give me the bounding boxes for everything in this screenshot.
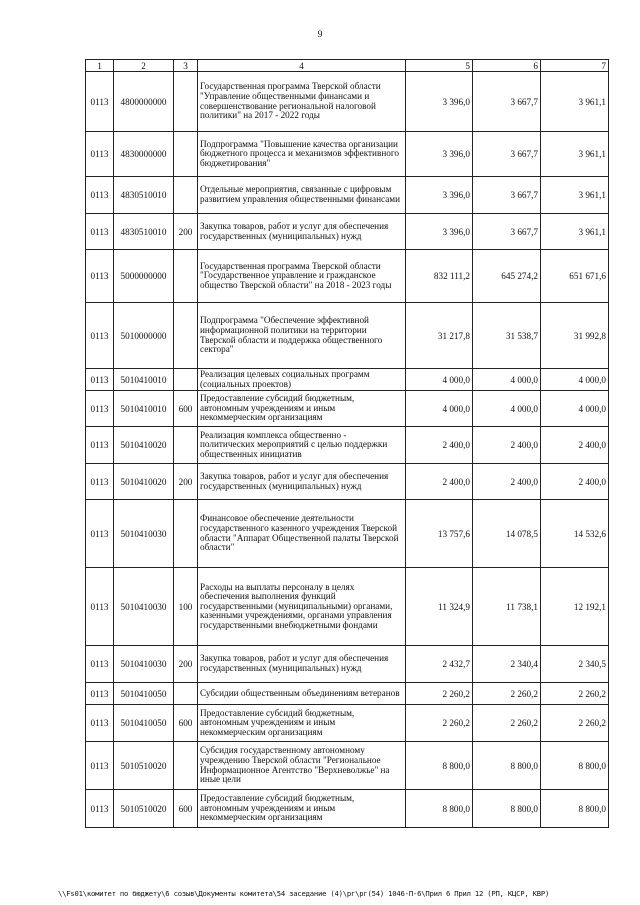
cell-c1: 0113: [86, 790, 114, 828]
cell-c1: 0113: [86, 646, 114, 683]
cell-c6: 4 000,0: [473, 391, 541, 427]
cell-c1: 0113: [86, 427, 114, 464]
cell-c1: 0113: [86, 369, 114, 391]
cell-c5: 3 396,0: [406, 214, 473, 250]
cell-c5: 2 400,0: [406, 464, 473, 500]
cell-c3: 100: [174, 568, 198, 646]
cell-c2: 5010410050: [114, 705, 174, 742]
cell-c2: 5010410010: [114, 391, 174, 427]
cell-c2: 4800000000: [114, 72, 174, 132]
cell-c4: Государственная программа Тверской области "Управление общественными финансами и совершенствование региональной налоговой политики" на 2017 - 2022 годы: [198, 72, 406, 132]
cell-c2: 5010410020: [114, 464, 174, 500]
cell-c4: Подпрограмма "Обеспечение эффективной информационной политики на территории Тверской области и поддержка общественного сектора": [198, 303, 406, 369]
table-header-row: [86, 60, 609, 72]
cell-c4: Финансовое обеспечение деятельности государственного казенного учреждения Тверской области "Аппарат Общественной палаты Тверской области": [198, 500, 406, 568]
cell-c4: Субсидии общественным объединениям ветеранов: [198, 683, 406, 705]
header-col-4: 4: [198, 60, 406, 72]
table-row: [86, 303, 609, 369]
table-row: [86, 705, 609, 742]
table-row: [86, 683, 609, 705]
cell-c3: 600: [174, 790, 198, 828]
header-col-2: 2: [114, 60, 174, 72]
budget-table: [85, 59, 609, 828]
cell-c4: Предоставление субсидий бюджетным, автономным учреждениям и иным некоммерческим организациям: [198, 705, 406, 742]
cell-c5: 3 396,0: [406, 72, 473, 132]
table-body: [86, 72, 609, 828]
table-row: [86, 742, 609, 790]
cell-c7: 2 400,0: [541, 464, 609, 500]
cell-c2: 4830510010: [114, 177, 174, 214]
table-row: [86, 464, 609, 500]
cell-c5: 2 400,0: [406, 427, 473, 464]
cell-c2: 5010410050: [114, 683, 174, 705]
cell-c2: 5010410030: [114, 500, 174, 568]
cell-c7: 12 192,1: [541, 568, 609, 646]
cell-c2: 5010410030: [114, 568, 174, 646]
cell-c7: 2 260,2: [541, 683, 609, 705]
cell-c4: Закупка товаров, работ и услуг для обеспечения государственных (муниципальных) нужд: [198, 214, 406, 250]
cell-c1: 0113: [86, 72, 114, 132]
cell-c6: 8 800,0: [473, 742, 541, 790]
cell-c6: 2 400,0: [473, 427, 541, 464]
table-row: [86, 72, 609, 132]
cell-c2: 5010510020: [114, 742, 174, 790]
cell-c7: 3 961,1: [541, 72, 609, 132]
cell-c7: 2 340,5: [541, 646, 609, 683]
cell-c3: 200: [174, 464, 198, 500]
cell-c6: 8 800,0: [473, 790, 541, 828]
cell-c3: [174, 303, 198, 369]
cell-c5: 13 757,6: [406, 500, 473, 568]
cell-c3: [174, 500, 198, 568]
cell-c4: Закупка товаров, работ и услуг для обеспечения государственных (муниципальных) нужд: [198, 464, 406, 500]
cell-c3: [174, 72, 198, 132]
cell-c1: 0113: [86, 705, 114, 742]
cell-c7: 8 800,0: [541, 790, 609, 828]
cell-c6: 2 400,0: [473, 464, 541, 500]
cell-c3: [174, 742, 198, 790]
table-row: [86, 568, 609, 646]
cell-c2: 4830000000: [114, 132, 174, 177]
cell-c4: Государственная программа Тверской области "Государственное управление и гражданское общество Тверской области" на 2018 - 2023 годы: [198, 250, 406, 303]
cell-c6: 3 667,7: [473, 177, 541, 214]
cell-c5: 31 217,8: [406, 303, 473, 369]
cell-c1: 0113: [86, 250, 114, 303]
cell-c3: 600: [174, 705, 198, 742]
cell-c6: 2 260,2: [473, 705, 541, 742]
cell-c4: Реализация целевых социальных программ (социальных проектов): [198, 369, 406, 391]
cell-c1: 0113: [86, 214, 114, 250]
cell-c3: [174, 177, 198, 214]
cell-c3: [174, 427, 198, 464]
table-row: [86, 369, 609, 391]
cell-c7: 2 260,2: [541, 705, 609, 742]
cell-c6: 3 667,7: [473, 132, 541, 177]
cell-c6: 31 538,7: [473, 303, 541, 369]
cell-c6: 4 000,0: [473, 369, 541, 391]
cell-c5: 8 800,0: [406, 742, 473, 790]
table-row: [86, 214, 609, 250]
cell-c1: 0113: [86, 568, 114, 646]
cell-c5: 4 000,0: [406, 391, 473, 427]
cell-c1: 0113: [86, 683, 114, 705]
cell-c1: 0113: [86, 742, 114, 790]
file-path-footer: \\Fs01\комитет по бюджету\6 созыв\Документы комитета\54 заседание (4)\рг\рг(54) 1046-П-6\Прил 6 Прил 12 (РП, КЦСР, КВР): [58, 889, 550, 898]
cell-c5: 11 324,9: [406, 568, 473, 646]
cell-c7: 4 000,0: [541, 369, 609, 391]
header-col-3: 3: [174, 60, 198, 72]
cell-c4: Подпрограмма "Повышение качества организации бюджетного процесса и механизмов эффективного бюджетирования": [198, 132, 406, 177]
cell-c2: 5010410030: [114, 646, 174, 683]
table-row: [86, 177, 609, 214]
header-col-1: 1: [86, 60, 114, 72]
cell-c7: 3 961,1: [541, 132, 609, 177]
cell-c1: 0113: [86, 132, 114, 177]
cell-c5: 2 260,2: [406, 683, 473, 705]
table-row: [86, 391, 609, 427]
cell-c3: 200: [174, 646, 198, 683]
cell-c7: 8 800,0: [541, 742, 609, 790]
page-number: 9: [317, 30, 323, 40]
cell-c3: 200: [174, 214, 198, 250]
cell-c7: 3 961,1: [541, 177, 609, 214]
cell-c1: 0113: [86, 464, 114, 500]
table-row: [86, 132, 609, 177]
cell-c1: 0113: [86, 500, 114, 568]
cell-c1: 0113: [86, 303, 114, 369]
cell-c2: 5010410020: [114, 427, 174, 464]
cell-c2: 5000000000: [114, 250, 174, 303]
header-col-5: 5: [406, 60, 473, 72]
cell-c4: Закупка товаров, работ и услуг для обеспечения государственных (муниципальных) нужд: [198, 646, 406, 683]
cell-c3: 600: [174, 391, 198, 427]
table-row: [86, 427, 609, 464]
cell-c5: 4 000,0: [406, 369, 473, 391]
cell-c6: 14 078,5: [473, 500, 541, 568]
cell-c4: Субсидия государственному автономному учреждению Тверской области "Региональное Информационное Агентство "Верхневолжье" на иные цели: [198, 742, 406, 790]
cell-c5: 3 396,0: [406, 177, 473, 214]
cell-c1: 0113: [86, 177, 114, 214]
cell-c6: 2 340,4: [473, 646, 541, 683]
cell-c5: 3 396,0: [406, 132, 473, 177]
header-col-7: 7: [541, 60, 609, 72]
cell-c2: 5010000000: [114, 303, 174, 369]
cell-c6: 645 274,2: [473, 250, 541, 303]
cell-c2: 5010410010: [114, 369, 174, 391]
header-col-6: 6: [473, 60, 541, 72]
cell-c7: 651 671,6: [541, 250, 609, 303]
cell-c1: 0113: [86, 391, 114, 427]
cell-c4: Предоставление субсидий бюджетным, автономным учреждениям и иным некоммерческим организациям: [198, 790, 406, 828]
cell-c7: 2 400,0: [541, 427, 609, 464]
table-row: [86, 646, 609, 683]
cell-c5: 832 111,2: [406, 250, 473, 303]
cell-c5: 2 260,2: [406, 705, 473, 742]
cell-c6: 3 667,7: [473, 72, 541, 132]
cell-c7: 14 532,6: [541, 500, 609, 568]
cell-c2: 4830510010: [114, 214, 174, 250]
cell-c2: 5010510020: [114, 790, 174, 828]
table-row: [86, 500, 609, 568]
table-row: [86, 250, 609, 303]
cell-c5: 8 800,0: [406, 790, 473, 828]
cell-c7: 4 000,0: [541, 391, 609, 427]
cell-c4: Отдельные мероприятия, связанные с цифровым развитием управления общественными финансами: [198, 177, 406, 214]
cell-c4: Реализация комплекса общественно - политических мероприятий с целью поддержки общественных инициатив: [198, 427, 406, 464]
table-row: [86, 790, 609, 828]
cell-c3: [174, 369, 198, 391]
cell-c6: 2 260,2: [473, 683, 541, 705]
cell-c5: 2 432,7: [406, 646, 473, 683]
cell-c4: Предоставление субсидий бюджетным, автономным учреждениям и иным некоммерческим организациям: [198, 391, 406, 427]
cell-c6: 3 667,7: [473, 214, 541, 250]
cell-c3: [174, 132, 198, 177]
cell-c3: [174, 250, 198, 303]
cell-c7: 31 992,8: [541, 303, 609, 369]
cell-c7: 3 961,1: [541, 214, 609, 250]
cell-c6: 11 738,1: [473, 568, 541, 646]
cell-c4: Расходы на выплаты персоналу в целях обеспечения выполнения функций государственными (муниципальными) органами, казенными учреждениями, органами управления государственными внебюджетными фондами: [198, 568, 406, 646]
cell-c3: [174, 683, 198, 705]
